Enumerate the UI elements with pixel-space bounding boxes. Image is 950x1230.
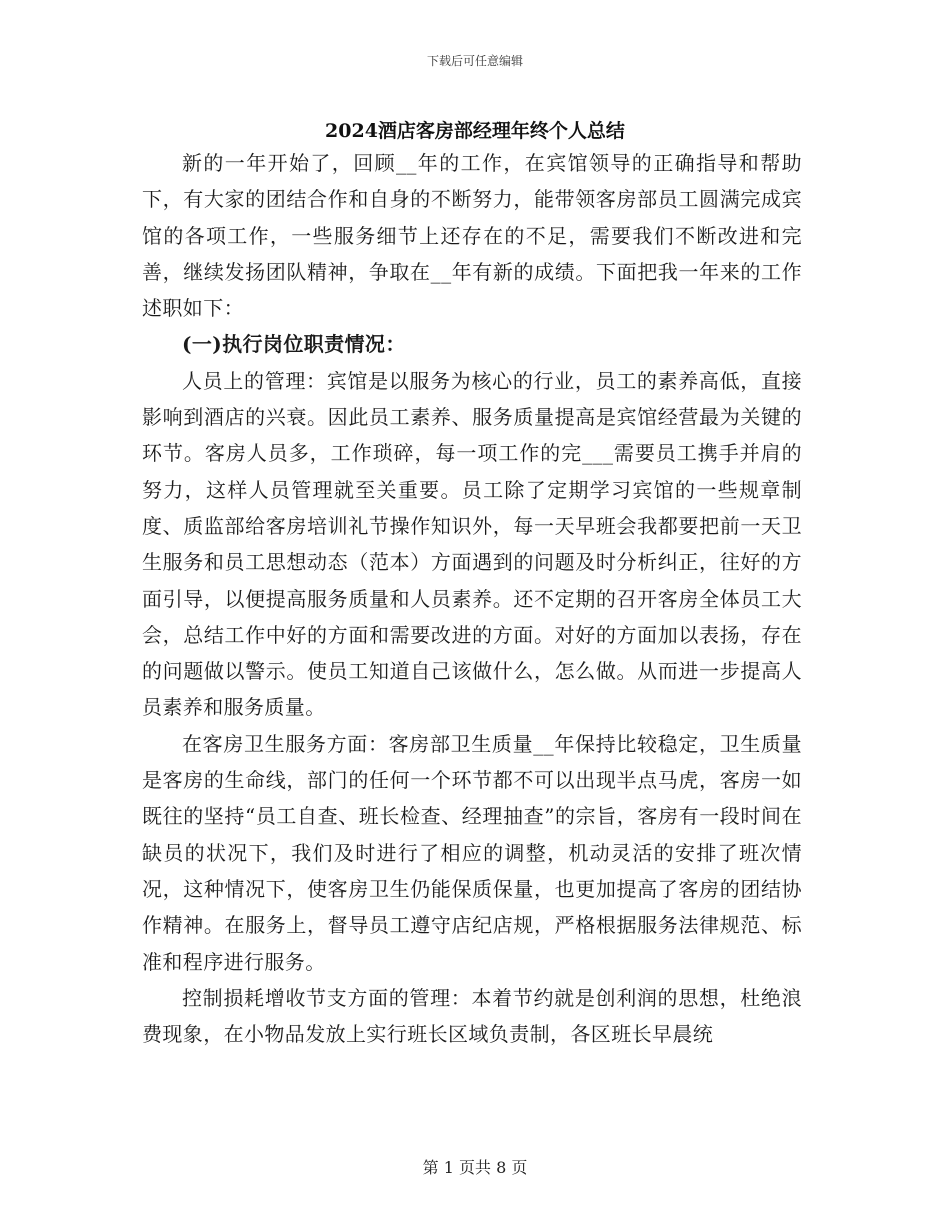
page-number: 第 1 页共 8 页 [422,1158,528,1177]
paragraph-room-hygiene: 在客房卫生服务方面：客房部卫生质量__年保持比较稳定，卫生质量是客房的生命线，部门的任何一个环节都不可以出现半点马虎，客房一如既往的坚持“员工自查、班长检查、经理抽查”的宗旨，客房有一段时间在缺员的状况下，我们及时进行了相应的调整，机动灵活的安排了班次情况，这种情况下，使客房卫生仍能保质保量，也更加提高了客房的团结协作精神。在服务上，督导员工遵守店纪店规，严格根据服务法律规范、标准和程序进行服务。 [142,731,802,974]
intro-paragraph: 新的一年开始了，回顾__年的工作，在宾馆领导的正确指导和帮助下，有大家的团结合作和自身的不断努力，能带领客房部员工圆满完成宾馆的各项工作，一些服务细节上还存在的不足，需要我们不断改进和完善，继续发扬团队精神，争取在__年有新的成绩。下面把我一年来的工作述职如下： [142,151,802,321]
section-heading: (一)执行岗位职责情况： [182,332,406,357]
paragraph-cost-control: 控制损耗增收节支方面的管理：本着节约就是创利润的思想，杜绝浪费现象，在小物品发放上实行班长区域负责制，各区班长早晨统 [142,985,802,1047]
document-title: 2024酒店客房部经理年终个人总结 [325,120,625,142]
paragraph-staff-management: 人员上的管理：宾馆是以服务为核心的行业，员工的素养高低，直接影响到酒店的兴衰。因此员工素养、服务质量提高是宾馆经营最为关键的环节。客房人员多，工作琐碎，每一项工作的完___需要员工携手并肩的努力，这样人员管理就至关重要。员工除了定期学习宾馆的一些规章制度、质监部给客房培训礼节操作知识外，每一天早班会我都要把前一天卫生服务和员工思想动态（范本）方面遇到的问题及时分析纠正，往好的方面引导，以便提高服务质量和人员素养。还不定期的召开客房全体员工大会，总结工作中好的方面和需要改进的方面。对好的方面加以表扬，存在的问题做以警示。使员工知道自己该做什么，怎么做。从而进一步提高人员素养和服务质量。 [142,368,802,720]
header-note: 下载后可任意编辑 [426,54,523,68]
document-body [142,145,802,1052]
